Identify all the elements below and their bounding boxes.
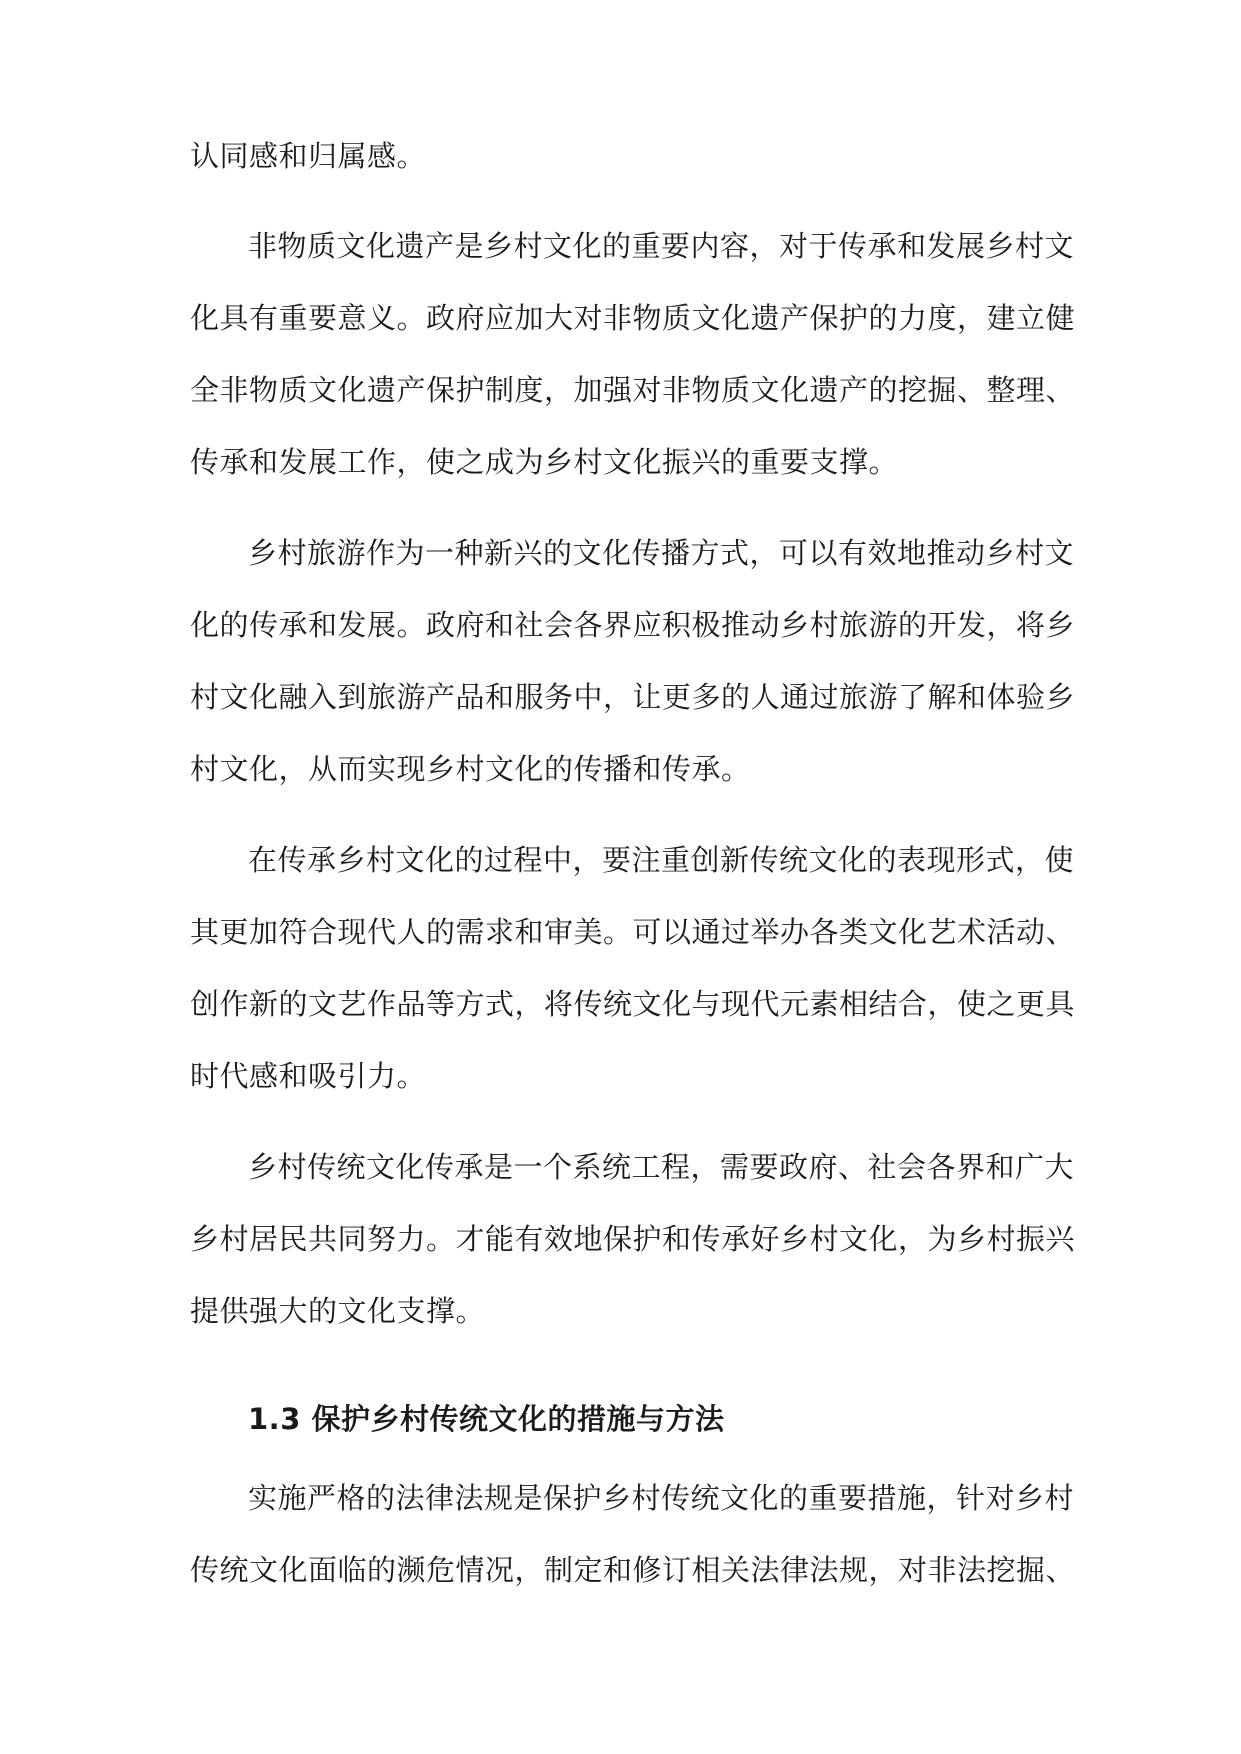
paragraph-line: 提供强大的文化支撑。 [190,1294,486,1328]
paragraph-line: 乡村居民共同努力。才能有效地保护和传承好乡村文化，为乡村振兴 [190,1222,1076,1256]
paragraph-line: 乡村旅游作为一种新兴的文化传播方式，可以有效地推动乡村文 [248,536,1075,570]
paragraph-line: 传承和发展工作，使之成为乡村文化振兴的重要支撑。 [190,445,899,479]
paragraph-line: 乡村传统文化传承是一个系统工程，需要政府、社会各界和广大 [248,1150,1075,1184]
paragraph-line: 认同感和归属感。 [190,139,427,173]
paragraph-line: 其更加符合现代人的需求和审美。可以通过举办各类文化艺术活动、 [190,915,1076,949]
paragraph-line: 非物质文化遗产是乡村文化的重要内容，对于传承和发展乡村文 [248,229,1075,263]
paragraph-line: 实施严格的法律法规是保护乡村传统文化的重要措施，针对乡村 [248,1481,1075,1515]
paragraph-line: 化具有重要意义。政府应加大对非物质文化遗产保护的力度，建立健 [190,301,1076,335]
paragraph-line: 化的传承和发展。政府和社会各界应积极推动乡村旅游的开发，将乡 [190,608,1076,642]
paragraph-line: 时代感和吸引力。 [190,1059,427,1093]
paragraph-line: 村文化融入到旅游产品和服务中，让更多的人通过旅游了解和体验乡 [190,680,1076,714]
paragraph-line: 全非物质文化遗产保护制度，加强对非物质文化遗产的挖掘、整理、 [190,373,1076,407]
paragraph-line: 创作新的文艺作品等方式，将传统文化与现代元素相结合，使之更具 [190,987,1076,1021]
paragraph-line: 村文化，从而实现乡村文化的传播和传承。 [190,752,751,786]
section-heading: 1.3 保护乡村传统文化的措施与方法 [248,1402,725,1436]
paragraph-line: 在传承乡村文化的过程中，要注重创新传统文化的表现形式，使 [248,843,1075,877]
paragraph-line: 传统文化面临的濒危情况，制定和修订相关法律法规，对非法挖掘、 [190,1553,1076,1587]
